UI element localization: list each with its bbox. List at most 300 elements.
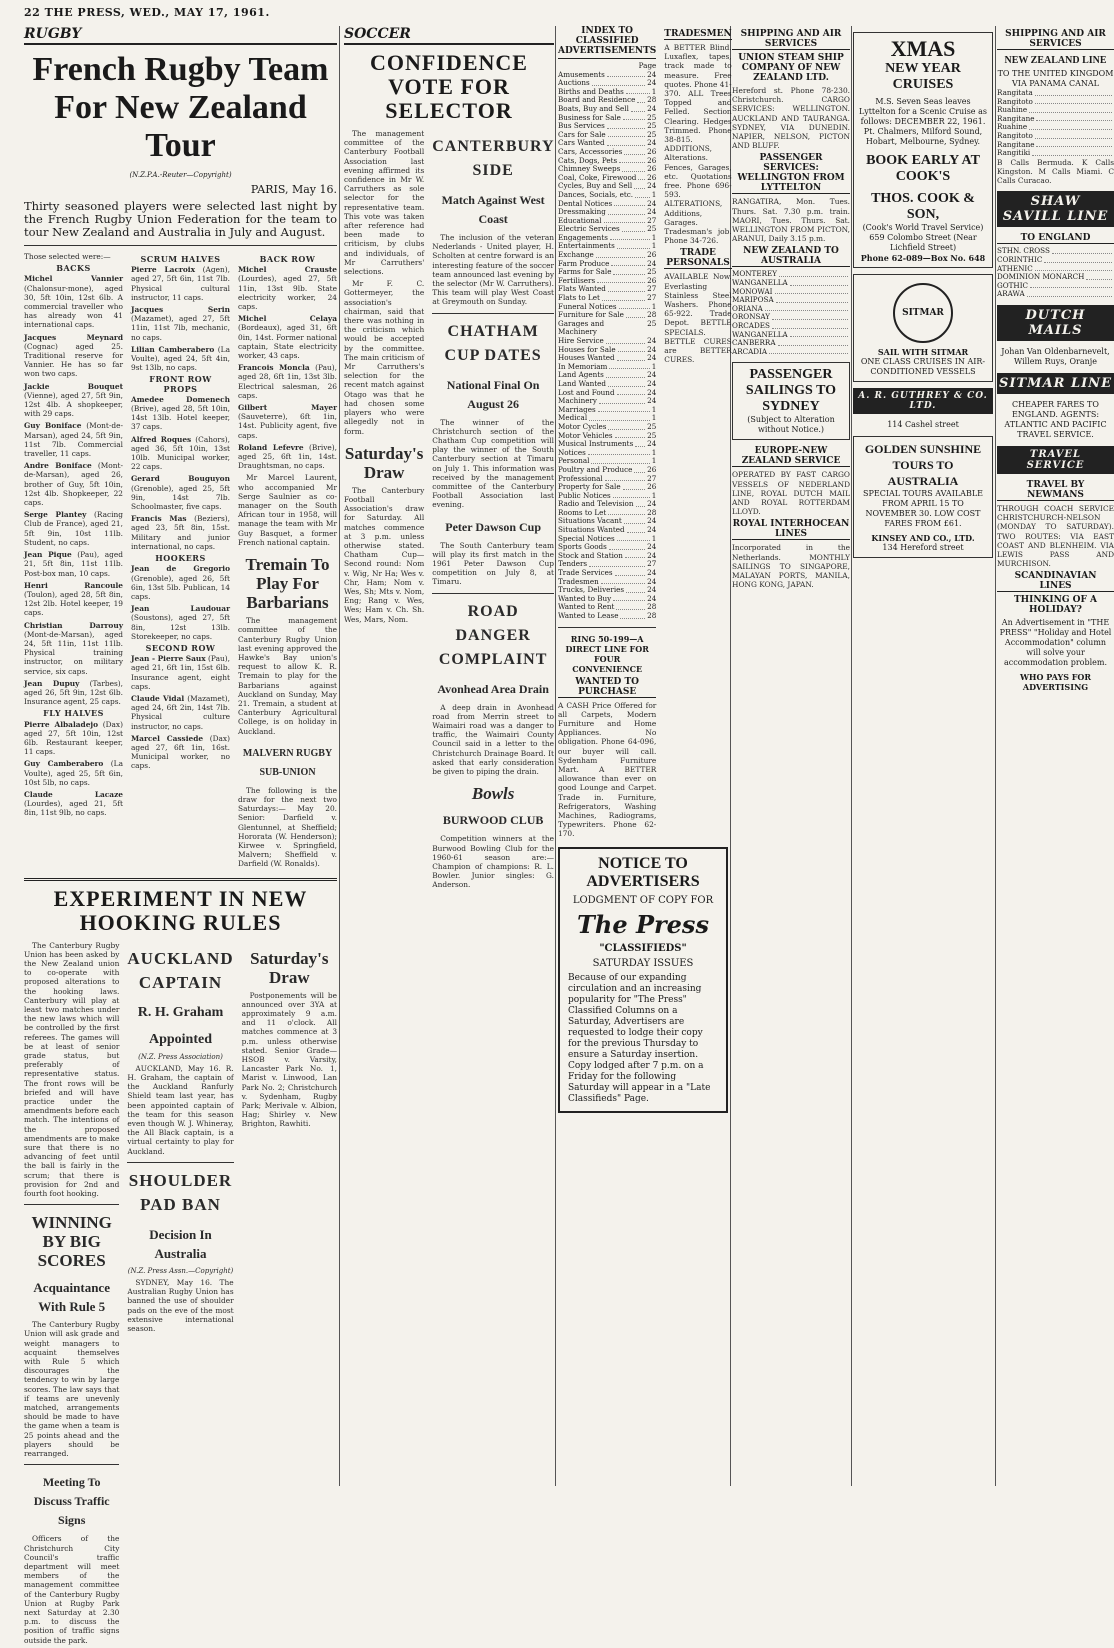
index-item-label: Flats Wanted <box>558 284 606 294</box>
player-detail: (Mazamet), aged 27, 5ft 11in, 11st 7lb, mechanic, no caps. <box>131 314 230 342</box>
index-item-page: 24 <box>647 568 657 578</box>
cooks-section <box>853 26 993 564</box>
index-item-page: 1 <box>651 86 657 96</box>
rugby-section <box>24 26 337 1648</box>
player-name: Claude Vidal <box>131 693 185 703</box>
tradesmen-body: A BETTER Blind. Luxaflex, tapes, track made to measure. Free quotes. Phone 41-370. ALL Trees Topped and Felled. Section Clearing. Hedges Trimmed. Phone 38-815. ADDITIONS, Alterations. Fences, Garages, etc. Quotations free. Phone 696-593. ALTERATIONS, Additions, Garages. Tradesman's job. Phone 34-726. <box>664 43 732 246</box>
bowls-headline: Bowls <box>471 784 515 804</box>
malvern-body: The following is the draw for the next two Saturdays:— May 20. Senior: Darfield v. Glentunnel, at Sheffield; Hororata (W. Henderson); Kirwee v. Springfield, Malvern; Sheffield v. Darfield (W. Ronalds). <box>238 785 337 869</box>
index-item[interactable] <box>558 320 656 337</box>
index-item-label: Boats, Buy and Sell <box>558 103 629 113</box>
index-item-label: Flats to Let <box>558 293 600 303</box>
index-item-label: Machinery <box>558 396 597 406</box>
europe-headline: EUROPE-NEW ZEALAND SERVICE <box>732 446 850 467</box>
index-item-page: 24 <box>647 576 657 586</box>
index-item-page: 28 <box>647 95 657 105</box>
index-item-page: 26 <box>647 164 657 174</box>
index-item-page: 24 <box>647 69 657 79</box>
trade-personals-headline: TRADE PERSONALS <box>666 248 730 269</box>
ship-entry <box>997 149 1114 158</box>
index-item-page: 1 <box>651 456 657 466</box>
player-name: Gerard Bouguyon <box>131 474 230 484</box>
shipping-headline: SHIPPING AND AIR SERVICES <box>997 29 1114 50</box>
ship-name: ATHENIC <box>997 263 1033 273</box>
road-sub: Avonhead Area Drain <box>437 681 549 696</box>
player-entry <box>24 550 123 578</box>
nz-line-headline: NEW ZEALAND LINE <box>1004 55 1107 66</box>
sitmar-body: ONE CLASS CRUISES IN AIR-CONDITIONED VESSELS <box>860 357 986 376</box>
fly-list <box>24 720 123 818</box>
canterbury-sub: Match Against West Coast <box>441 193 545 226</box>
chatham-body: The winner of the Christchurch section of the Chatham Cup competition will play the winner of the South Canterbury section at Timaru on July 1. This information was received by the management committee of the Canterbury Football Association last evening. <box>432 417 554 510</box>
player-entry <box>238 403 337 440</box>
player-entry <box>24 621 123 676</box>
player-name: Jean - Pierre Saux <box>131 654 206 664</box>
ship-name: Rangitoto <box>997 96 1033 106</box>
player-entry <box>131 305 230 342</box>
index-item-label: Chimney Sweeps <box>558 164 621 174</box>
player-detail: (Sauveterre), 6ft 1in, 14st. Publicity agent, five caps. <box>238 412 337 440</box>
ship-name: MARIPOSA <box>732 295 774 305</box>
index-item-page: 26 <box>647 155 657 165</box>
second-heading: SECOND ROW <box>145 642 216 653</box>
player-name: Guy Boniface <box>24 421 82 431</box>
index-item-page: 24 <box>647 78 657 88</box>
chatham-headline: CHATHAM CUP DATES <box>444 322 542 364</box>
guthrey-banner: A. R. GUTHREY & CO. LTD. <box>853 388 993 414</box>
sitmar-line-body: CHEAPER FARES TO ENGLAND. AGENTS: ATLANTIC AND PACIFIC TRAVEL SERVICE. <box>1004 399 1107 439</box>
index-item-page: 1 <box>651 533 657 543</box>
column-rule <box>995 26 996 1486</box>
index-item-page: 1 <box>651 361 657 371</box>
player-entry <box>24 679 123 707</box>
player-detail: (Soustons), aged 27, 5ft 8in, 12st 13lb. Storekeeper, no caps. <box>131 613 230 641</box>
player-entry <box>131 514 230 551</box>
soccer-body1: The management committee of the Canterbury Football Association last evening affirmed its confidence in Mr W. Carruthers as sole selector for the representative team. This vote was taken after reference had been made to criticism, by clubs and individuals, of Mr Carruthers' selections. <box>344 129 425 277</box>
player-name: Jean de Gregorio <box>131 564 230 574</box>
nz-line-ports: B Calls Bermuda. K Calls Kingston. M Calls Miami. C Calls Curacao. <box>997 157 1114 186</box>
index-item-page: 26 <box>647 275 657 285</box>
index-item-page: 24 <box>647 336 657 345</box>
road-headline: ROAD DANGER COMPLAINT <box>438 602 548 668</box>
index-item-page: 24 <box>647 516 657 526</box>
player-detail: (Brive), aged 28, 5ft 10in, 14st 13lb. Hotel keeper, 37 caps. <box>131 404 230 432</box>
index-item-label: Stock and Station <box>558 550 623 560</box>
index-item-page: 27 <box>647 473 657 483</box>
index-item-label: Farm Produce <box>558 258 610 268</box>
travel-service-banner: TRAVEL SERVICE <box>997 446 1114 474</box>
index-item-label: Land Agents <box>558 370 604 380</box>
index-item-label: Business for Sale <box>558 112 621 122</box>
ship-name: MONOWAI <box>732 286 773 296</box>
index-item-page: 24 <box>647 353 657 363</box>
index-item-label: Houses for Sale <box>558 344 616 354</box>
player-detail: (Lourdes), aged 27, 5ft 11in, 13st 9lb. State electricity worker, 24 caps. <box>238 274 337 312</box>
holiday-body: An Advertisement in "THE PRESS" "Holiday and Hotel Accommodation" column will solve your accommodation problem. <box>999 618 1112 668</box>
player-name: Claude Lacaze <box>24 789 123 799</box>
shipping-section <box>732 26 850 589</box>
index-item-label: Dressmaking <box>558 207 606 217</box>
notice-title: NOTICE TO ADVERTISERS <box>586 854 700 890</box>
player-detail: (Pau), aged 21, 5ft 8in, 11st 11lb. Post-box man, 10 caps. <box>24 550 124 578</box>
union-body: Hereford st. Phone 78-230. Christchurch. CARGO SERVICES: WELLINGTON. AUCKLAND AND TAURANGA. SYDNEY, VIA DUNEDIN. NAPIER, NELSON, PICTON AND BLUFF. <box>732 86 850 151</box>
index-item-label: Tenders <box>558 559 588 569</box>
divider <box>432 593 554 594</box>
index-item-label: Births and Deaths <box>558 86 624 96</box>
player-detail: (La Voulte), aged 25, 5ft 6in, 10st 5lb, no caps. <box>24 759 123 787</box>
auckland-byline: (N.Z. Press Association) <box>138 1052 223 1061</box>
front-heading: FRONT ROW PROPS <box>149 374 212 394</box>
winning-sub: Acquaintance With Rule 5 <box>33 1280 110 1315</box>
passenger-body: RANGATIRA, Mon. Tues. Thurs. Sat. 7.30 p.m. train. MAORI, Tues. Thurs. Sat. WELLINGTON FROM PICTON, ARANUI, Daily 3.15 p.m. <box>732 197 850 244</box>
player-name: Francis Mas <box>131 514 187 524</box>
index-item-page: 28 <box>647 611 657 620</box>
royal-headline: ROYAL INTERHOCEAN LINES <box>732 519 850 540</box>
player-detail: (Bordeaux), aged 31, 6ft 0in, 14st. Former national captain, State electricity worker, 43 caps. <box>238 323 337 361</box>
index-item-label: Medical <box>558 413 588 423</box>
meeting-headline: Meeting To Discuss Traffic Signs <box>33 1475 110 1528</box>
index-item-page: 28 <box>647 602 657 612</box>
sitmar-line-banner: SITMAR LINE <box>997 373 1114 394</box>
ship-name: Rangitata <box>997 88 1033 97</box>
index-item-label: Trucks, Deliveries <box>558 585 625 595</box>
player-entry <box>24 382 123 419</box>
player-entry <box>24 333 123 379</box>
player-entry <box>131 694 230 731</box>
newmans-headline: TRAVEL BY NEWMANS <box>997 480 1114 501</box>
scandinavian-headline: SCANDINAVIAN LINES <box>997 571 1114 592</box>
masthead: 22 THE PRESS, WED., MAY 17, 1961. <box>24 6 270 19</box>
index-item-page: 1 <box>651 232 657 242</box>
player-detail: (Mazamet), aged 24, 6ft 2in, 14st 7lb. Physical culture instructor, no caps. <box>131 693 230 731</box>
rugby-closing: Mr Marcel Laurent, who accompanied Mr Serge Saulnier as co-manager on the South African tour in 1958, will manage the team with Mr Guy Basquet, a former French national captain. <box>238 473 337 547</box>
section-label: RUGBY <box>24 26 337 45</box>
canterbury-headline: CANTERBURY SIDE <box>432 138 555 179</box>
index-item-page: 24 <box>647 198 657 208</box>
index-title: INDEX TO CLASSIFIED ADVERTISEMENTS <box>558 26 656 59</box>
index-item-page: 24 <box>647 181 657 191</box>
index-item-label: Public Notices <box>558 490 611 500</box>
rugby-lede: Thirty seasoned players were selected last night by the French Rugby Union Federation for the team to tour New Zealand and Australia in July and August. <box>24 199 337 239</box>
backs-list <box>24 274 123 706</box>
front-list <box>131 395 230 551</box>
index-item-page: 24 <box>647 387 657 397</box>
player-detail: (Racing Club de France), aged 21, 5ft 9in, 10st 11lb. Student, no caps. <box>24 510 123 547</box>
player-detail: (Vienne), aged 27, 5ft 9in, 12st 4lb. A shopkeeper, with 29 caps. <box>24 390 123 419</box>
ship-name: CANBERRA <box>732 338 776 348</box>
soccer-section <box>344 26 554 893</box>
book-early: BOOK EARLY AT COOK'S <box>866 153 980 184</box>
tremain-body: The management committee of the Canterbury Rugby Union last evening approved the Hawke's Bay union's request to allow K. R. Tremain to play for the Barbarians against Auckland on Sunday, May 21. Tremain, a student at Canterbury Agricultural College, is on holiday in Auckland. <box>238 616 337 736</box>
chatham-sub: National Final On August 26 <box>446 377 540 411</box>
index-item-page: 28 <box>647 310 657 320</box>
divider <box>24 1464 119 1465</box>
player-name: Jean Laudouar <box>131 604 230 614</box>
player-detail: (Mont-de-Marsan), aged 24, 5ft 11in, 11st 11lb. Physical training instructor, on military service, six caps. <box>24 629 123 676</box>
index-item[interactable] <box>558 612 656 621</box>
second-list <box>131 654 230 770</box>
player-entry <box>24 790 123 818</box>
fly-heading: FLY HALVES <box>43 708 104 719</box>
index-page-label: Page <box>638 61 657 70</box>
index-item-label: Farms for Sale <box>558 267 612 277</box>
index-item-page: 25 <box>647 430 657 440</box>
cook-company: THOS. COOK & SON, <box>871 191 975 222</box>
index-item-label: Cars for Sale <box>558 129 606 139</box>
player-detail: (Cognac) aged 25. Traditional reserve for Vannier. He has so far won two caps. <box>24 341 123 379</box>
index-item-label: Dental Notices <box>558 198 613 208</box>
notice-sub: LODGMENT OF COPY FOR <box>572 894 714 906</box>
index-item-page: 24 <box>647 378 657 388</box>
player-detail: (Dax) aged 27, 5ft 10in, 12st 6lb. Restaurant keeper, 11 caps. <box>24 719 123 757</box>
index-item-page: 24 <box>647 138 657 148</box>
index-item-page: 27 <box>647 284 657 294</box>
index-item-label: Fertilisers <box>558 275 596 285</box>
index-item-label: Trade Services <box>558 568 613 578</box>
player-detail: (Brive), aged 25, 6ft 1in, 14st. Draughtsman, no caps. <box>238 442 337 471</box>
index-item-page: 26 <box>647 146 657 156</box>
player-entry <box>24 421 123 458</box>
index-item-label: Cycles, Buy and Sell <box>558 181 633 191</box>
player-name: Jacques Meynard <box>24 332 123 342</box>
index-item-page: 26 <box>647 250 657 260</box>
index-item-page: 25 <box>647 318 657 328</box>
index-item-page: 24 <box>647 542 657 552</box>
burwood-headline: BURWOOD CLUB <box>442 813 544 828</box>
ship-name: ORIANA <box>732 303 763 313</box>
player-list <box>24 252 337 872</box>
notice-classified: "CLASSIFIEDS" <box>599 942 687 954</box>
meeting-body: Officers of the Christchurch City Council's traffic department will meet members of the management committee of the Canterbury Rugby Union at Rugby Park next Saturday at 2.30 p.m. to discuss the position of traffic signs outside the park. <box>24 1534 120 1645</box>
index-item-label: Musical Instruments <box>558 439 634 449</box>
ship-name: WANGANELLA <box>732 329 788 339</box>
scrum-heading: SCRUM HALVES <box>140 254 221 264</box>
aus-ship-list <box>732 270 850 356</box>
hookers-list <box>131 564 230 641</box>
notice-brand: The Press <box>577 909 709 939</box>
player-detail: (Mont-de-Marsan), aged 24, 5ft 9in, 11st 7lb. Commercial traveller, 11 caps. <box>24 421 123 459</box>
newmans-body: THROUGH COACH SERVICE CHRISTCHURCH-NELSON (MONDAY TO SATURDAY). TWO ROUTES: VIA EAST COAST AND BLENHEIM. VIA LEWIS PASS AND MURCHISON. <box>997 503 1114 569</box>
road-body: A deep drain in Avonhead road from Merrin street to Waimairi road was a danger to traffic, the Waimairi County Council said in a letter to the Christchurch Drainage Board. It asked that early consideration be given to piping the drain. <box>432 702 554 777</box>
player-name: Christian Darrouy <box>24 620 123 630</box>
player-name: Guy Camberabero <box>24 759 104 769</box>
intro: Those selected were:— <box>24 252 111 261</box>
player-detail: (Grenoble), aged 25, 5ft 9in, 14st 7lb. Schoolmaster, five caps. <box>131 483 230 512</box>
shoulder-headline: SHOULDER PAD BAN <box>128 1170 233 1214</box>
player-name: Pierre Albaladejo <box>24 719 99 729</box>
player-entry <box>238 314 337 360</box>
sydney-sub: (Subject to Alteration without Notice.) <box>747 415 835 435</box>
index-item-page: 25 <box>647 129 657 139</box>
winning-body: The Canterbury Rugby Union will ask grade and weight managers to acquaint themselves with Rule 5 which discourages the tendency to win by large scores. The law says that if teams are unevenly matched, arrangements should be made to have the game when a team is 25 points ahead and the players should be rearranged. <box>24 1320 120 1459</box>
index-item-label: Bus Services <box>558 121 605 131</box>
burwood-body: Competition winners at the Burwood Bowling Club for the 1960-61 season are:— Champion of champions: R. L. Bowler. Junior singles: G. Anderson. <box>432 834 554 890</box>
classified-index-section <box>558 26 732 1113</box>
index-item-label: Wanted to Lease <box>558 611 619 620</box>
notice-to-advertisers <box>558 847 728 1113</box>
index-item-page: 24 <box>647 103 657 113</box>
xmas-headline: XMAS <box>890 36 956 61</box>
index-item-label: Auctions <box>558 78 590 88</box>
index-item-label: Coal, Coke, Firewood <box>558 172 637 182</box>
index-item-page: 27 <box>647 559 657 569</box>
notice-day: SATURDAY ISSUES <box>592 957 694 969</box>
player-name: Henri Rancoule <box>24 580 123 590</box>
index-item-label: Tradesmen <box>558 576 599 586</box>
index-item-label: Motor Cycles <box>558 421 607 431</box>
dutch-mails-banner: DUTCH MAILS <box>997 305 1114 341</box>
index-item-page: 24 <box>647 258 657 268</box>
player-name: Jacques Serin <box>131 305 230 315</box>
ring-line: RING 50-199—A DIRECT LINE FOR FOUR CONVENIENCE <box>565 633 649 674</box>
index-item-label: Board and Residence <box>558 95 636 105</box>
player-entry <box>24 720 123 757</box>
index-item-label: Radio and Television <box>558 499 634 509</box>
ship-name: WANGANELLA <box>732 278 788 288</box>
soccer-draw-headline: Saturday's Draw <box>344 443 424 482</box>
index-item-label: Personal <box>558 456 590 466</box>
nz-ship-list <box>997 89 1114 158</box>
royal-body: Incorporated in the Netherlands. MONTHLY SAILINGS TO SINGAPORE, MALAYAN PORTS, MANILA, HONG KONG, JAPAN. <box>732 543 850 590</box>
index-item-label: Sports Goods <box>558 542 607 552</box>
rugby-headline: French Rugby Team For New Zealand Tour <box>32 51 329 164</box>
hooking-headline: EXPERIMENT IN NEW HOOKING RULES <box>53 885 308 935</box>
index-item-page: 24 <box>647 396 657 406</box>
index-item-page: 25 <box>647 267 657 277</box>
ship-name: ARAWA <box>997 289 1025 299</box>
index-item-label: Dances, Socials, etc. <box>558 189 634 199</box>
shaw-ship-list <box>997 247 1114 299</box>
player-name: Lilian Camberabero <box>131 344 215 354</box>
divider <box>24 1204 119 1205</box>
index-item-label: Electric Services <box>558 224 620 234</box>
shoulder-sub: Decision In Australia <box>149 1226 212 1261</box>
player-detail: (Tarbes), aged 26, 5ft 9in, 12st 6lb. Insurance agent, 25 caps. <box>24 678 123 707</box>
rugby-draw-headline: Saturday's Draw <box>250 948 329 987</box>
player-entry <box>24 274 123 329</box>
player-entry <box>238 265 337 311</box>
index-item-label: Professional <box>558 473 603 483</box>
ship-entry <box>732 348 850 357</box>
index-item-label: Marriages <box>558 404 596 414</box>
tradesmen-headline: TRADESMEN <box>664 29 732 39</box>
rugby-dateline: PARIS, May 16. <box>250 183 337 196</box>
auckland-headline: AUCKLAND CAPTAIN <box>127 948 234 992</box>
hookers-heading: HOOKERS <box>155 553 206 564</box>
index-item-label: Garages and Machinery <box>558 318 605 337</box>
index-item-page: 24 <box>647 439 657 449</box>
index-item-label: Wanted to Buy <box>558 593 612 603</box>
rugby-draw-body: Postponements will be announced over 3YA at approximately 9 a.m. and 11 o'clock. All matches commence at 3 p.m. unless otherwise stated. Senior Grade—HSOB v. Varsity, Lancaster Park No. 1, Marist v. Linwood, Lan Park No. 2; Christchurch v. Sydenham, Rugby Park; Merivale v. Albion, Hag; Shirley v. New Brighton, Rawhiti. <box>241 990 338 1129</box>
cook-company-sub: (Cook's World Travel Service) <box>862 223 984 232</box>
index-item-label: Poultry and Produce <box>558 464 633 474</box>
player-name: Alfred Roques <box>131 434 192 444</box>
player-detail: (Agen), aged 27, 5ft 6in, 11st 7lb. Physical cultural instructor, 11 caps. <box>131 265 230 302</box>
ship-name: CORINTHIC <box>997 254 1043 264</box>
index-item-label: Rooms to Let <box>558 507 607 517</box>
player-entry <box>131 395 230 432</box>
index-item-page: 1 <box>651 404 657 414</box>
passenger-headline: PASSENGER SERVICES: WELLINGTON FROM LYTTELTON <box>732 153 850 194</box>
soccer-headline: CONFIDENCE VOTE FOR SELECTOR <box>370 50 528 123</box>
player-name: Amedee Domenech <box>131 394 230 404</box>
player-detail: (Pau), aged 28, 6ft 1in, 13st 3lb. Electrical salesman, 26 caps. <box>238 363 337 400</box>
player-detail: (Pau), aged 21, 6ft 1in, 15st 6lb. Insurance agent, eight caps. <box>131 654 230 691</box>
ship-name: Rangitane <box>997 139 1035 149</box>
soccer-draw-body: The Canterbury Football Association's draw for Saturday. All matches commence at 3 p.m. unless otherwise stated. Chatham Cup—Second round: Nom v. Wig, Nr Ha; Wes v. Chr, Ham; Nom v. Wes, Sh; Mts v. Nom, Eng; Rang v. Wes, Wes; Ham v. Ch. Sh. Wes, Mars, Nom. <box>344 485 425 624</box>
player-detail: (Dax) aged 27, 6ft 1in, 16st. Municipal worker, no caps. <box>131 733 230 771</box>
player-detail: (Mont-de-Marsan), aged 26, brother of Guy, 5ft 10in, 12st 4lb. Shopkeeper, 22 caps. <box>24 461 123 508</box>
kinsey-address: 134 Hereford street <box>882 543 964 552</box>
winning-headline: WINNING BY BIG SCORES <box>31 1213 112 1271</box>
canterbury-body: The inclusion of the veteran Nederlands - United player, H. Scholten at centre forward is an interesting feature of the soccer team announced last evening by the selector (Mr W. Carruthers). This team will play West Coast at Greymouth on Sunday. <box>432 233 554 307</box>
column-rule <box>851 26 852 1486</box>
cook-address: 659 Colombo Street (Near Lichfield Street) <box>869 233 977 252</box>
index-item-page: 24 <box>647 585 657 595</box>
column-rule <box>339 26 340 1486</box>
cruises-headline: NEW YEAR CRUISES <box>885 61 961 92</box>
ship-name: ORCADES <box>732 321 770 330</box>
index-item-page: 24 <box>647 525 657 535</box>
player-entry <box>238 443 337 471</box>
scrum-list <box>131 265 230 372</box>
player-detail: (Toulon), aged 28, 5ft 8in, 12st 2lb. Hotel keeper, 19 caps. <box>24 589 123 618</box>
index-item-label: Notices <box>558 447 586 457</box>
ship-entry <box>997 290 1114 299</box>
player-entry <box>131 435 230 472</box>
europe-body: OPERATED BY FAST CARGO VESSELS OF NEDERLAND LINE, ROYAL DUTCH MAIL AND ROYAL ROTTERDAM LLOYD. <box>732 470 850 517</box>
index-item-label: Amusements <box>558 69 605 79</box>
player-detail: (Lourdes), aged 21, 5ft 8in, 11st 9lb, no caps. <box>24 799 123 818</box>
golden-headline: GOLDEN SUNSHINE TOURS TO AUSTRALIA <box>864 442 982 488</box>
index-item-page: 25 <box>647 421 657 431</box>
cook-phone: Phone 62-089—Box No. 648 <box>860 253 986 263</box>
shoulder-body: SYDNEY, May 16. The Australian Rugby Union has banned the use of shoulder pads on the eve of the most extensive international season. <box>127 1278 234 1334</box>
index-item-page: 26 <box>647 172 657 182</box>
index-item-label: Situations Vacant <box>558 516 622 526</box>
sitmar-logo: SITMAR <box>893 283 953 343</box>
index-item-label: Cats, Dogs, Pets <box>558 155 618 165</box>
divider <box>127 1162 233 1163</box>
shipping-headline: SHIPPING AND AIR SERVICES <box>732 29 850 50</box>
player-name: Gilbert Mayer <box>238 403 337 413</box>
index-item-page: 1 <box>651 447 657 457</box>
index-item-page: 1 <box>651 490 657 500</box>
to-england-headline: TO ENGLAND <box>997 233 1114 244</box>
player-entry <box>131 345 230 373</box>
player-name: Michel Crauste <box>238 265 337 275</box>
ship-name: ORONSAY <box>732 312 771 322</box>
index-item-page: 25 <box>647 121 657 131</box>
player-name: Marcel Cassiede <box>131 733 204 743</box>
index-item-label: Special Notices <box>558 533 615 543</box>
ship-name: STHN. CROSS <box>997 246 1050 256</box>
sydney-headline: PASSENGER SAILINGS TO SYDNEY <box>745 367 837 415</box>
ship-name: DOMINION MONARCH <box>997 272 1085 282</box>
index-item-label: Land Wanted <box>558 378 606 388</box>
index-item-label: Furniture for Sale <box>558 310 624 320</box>
player-detail: (Beziers), aged 23, 5ft 8in, 15st. Military and junior international, no caps. <box>131 514 230 551</box>
index-item-label: Cars, Accessories <box>558 146 623 156</box>
index-item-page: 24 <box>647 499 657 509</box>
divider <box>558 627 656 628</box>
dutch-body: Johan Van Oldenbarnevelt, Willem Ruys, Oranje <box>1001 346 1110 366</box>
index-item-page: 27 <box>647 293 657 303</box>
index-item-label: Houses Wanted <box>558 353 615 363</box>
index-item-page: 24 <box>647 370 657 380</box>
hooking-body: The Canterbury Rugby Union has been asked by the New Zealand union to co-operate with proposed alterations to the hooking laws. Canterbury will play at least two matches under the new laws which will be controlled by the first referees. The games will be at least of senior grade status, but preferably of representative status. The front rows will be briefed and will have practice under the amendments before each match. The intentions of the proposed amendments are to make sure that there is no advancing of feet until the ball is fairly in the scrum; that there is provision for 2nd and fourth foot hooking. <box>24 940 120 1199</box>
index-item-page: 25 <box>647 224 657 234</box>
